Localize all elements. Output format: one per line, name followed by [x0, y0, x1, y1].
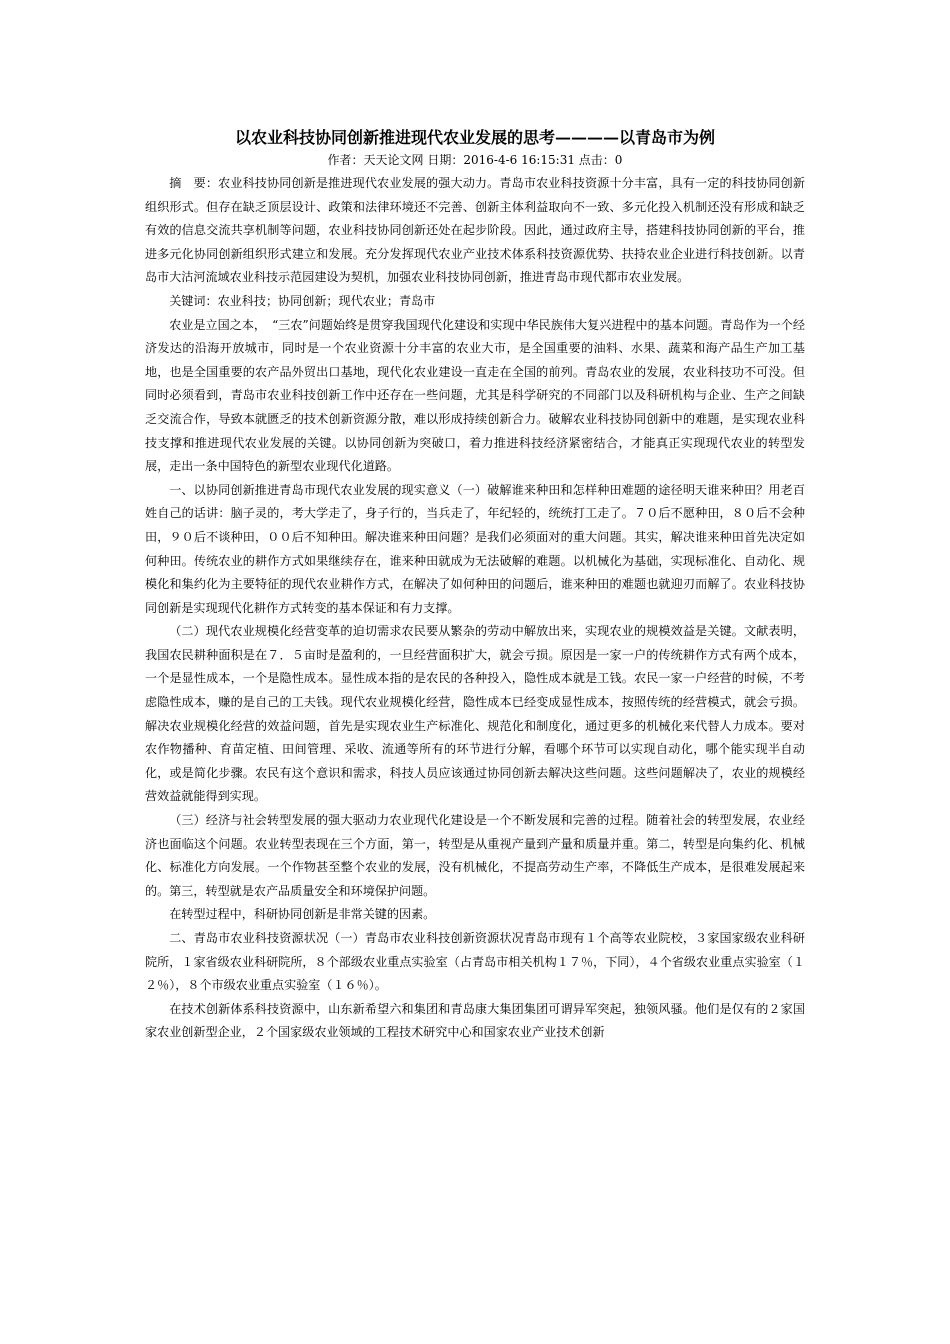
body-paragraph: （三）经济与社会转型发展的强大驱动力农业现代化建设是一个不断发展和完善的过程。随着社会的转型发展，农业经济也面临这个问题。农业转型表现在三个方面，第一，转型是从重视产量到产量和质量并重。第二，转型是向集约化、机械化、标准化方向发展。一个作物甚至整个农业的发展，没有机械化，不提高劳动生产率，不降低生产成本，是很难发展起来的。第三，转型就是农产品质量安全和环境保护问题。: [145, 813, 805, 898]
article-meta: 作者：天天论文网 日期：2016-4-6 16:15:31 点击：0: [327, 153, 623, 167]
body-paragraph: 二、青岛市农业科技资源状况（一）青岛市农业科技创新资源状况青岛市现有１个高等农业院校，３家国家级农业科研院所，１家省级农业科研院所，８个部级农业重点实验室（占青岛市相关机构１７％，下同），４个省级农业重点实验室（１２％），８个市级农业重点实验室（１６％）。: [145, 931, 805, 993]
body-paragraph: 在转型过程中，科研协同创新是非常关键的因素。: [169, 907, 436, 922]
body-paragraph: 一、以协同创新推进青岛市现代农业发展的现实意义（一）破解谁来种田和怎样种田难题的途径明天谁来种田？用老百姓自己的话讲：脑子灵的，考大学走了，身子行的，当兵走了，年纪轻的，统统打工走了。７０后不愿种田，８０后不会种田，９０后不谈种田，００后不知种田。解决谁来种田问题？是我们必须面对的重大问题。其实，解决谁来种田首先决定如何种田。传统农业的耕作方式如果继续存在，谁来种田就成为无法破解的难题。以机械化为基础，实现标准化、自动化、规模化和集约化为主要特征的现代农业耕作方式，在解决了如何种田的问题后，谁来种田的难题也就迎刃而解了。农业科技协同创新是实现现代化耕作方式转变的基本保证和有力支撑。: [145, 482, 805, 615]
body-paragraph: 农业是立国之本， “三农”问题始终是贯穿我国现代化建设和实现中华民族伟大复兴进程中的基本问题。青岛作为一个经济发达的沿海开放城市，同时是一个农业资源十分丰富的农业大市，是全国重要的油料、水果、蔬菜和海产品生产加工基地，也是全国重要的农产品外贸出口基地，现代化农业建设一直走在全国的前列。青岛农业的发展，农业科技功不可没。但同时必须看到，青岛市农业科技创新工作中还存在一些问题，尤其是科学研究的不同部门以及科研机构与企业、生产之间缺乏交流合作，导致本就匮乏的技术创新资源分散，难以形成持续创新合力。破解农业科技协同创新中的难题，是实现农业科技支撑和推进现代农业发展的关键。以协同创新为突破口，着力推进科技经济紧密结合，才能真正实现现代农业的转型发展，走出一条中国特色的新型农业现代化道路。: [145, 317, 805, 474]
body-paragraph: （二）现代农业规模化经营变革的迫切需求农民要从繁杂的劳动中解放出来，实现农业的规模效益是关键。文献表明，我国农民耕种面积是在７．５亩时是盈利的，一旦经营面积扩大，就会亏损。原因是一家一户的传统耕作方式有两个成本，一个是显性成本，一个是隐性成本。显性成本指的是农民的各种投入，隐性成本就是工钱。农民一家一户经营的时候，不考虑隐性成本，赚的是自己的工夫钱。现代农业规模化经营，隐性成本已经变成显性成本，按照传统的经营模式，就会亏损。解决农业规模化经营的效益问题，首先是实现农业生产标准化、规范化和制度化，通过更多的机械化来代替人力成本。要对农作物播种、育苗定植、田间管理、采收、流通等所有的环节进行分解，看哪个环节可以实现自动化，哪个能实现半自动化，或是简化步骤。农民有这个意识和需求，科技人员应该通过协同创新去解决这些问题。这些问题解决了，农业的规模经营效益就能得到实现。: [145, 624, 805, 804]
abstract-paragraph: 摘 要：农业科技协同创新是推进现代农业发展的强大动力。青岛市农业科技资源十分丰富，具有一定的科技协同创新组织形式。但存在缺乏顶层设计、政策和法律环境还不完善、创新主体利益取向不一致、多元化投入机制还没有形成和缺乏有效的信息交流共享机制等问题，农业科技协同创新还处在起步阶段。因此，通过政府主导，搭建科技协同创新的平台，推进多元化协同创新组织形式建立和发展。充分发挥现代农业产业技术体系科技资源优势、扶持农业企业进行科技创新。以青岛市大沽河流域农业科技示范园建设为契机，加强农业科技协同创新，推进青岛市现代都市农业发展。: [145, 176, 805, 285]
document-page: [145, 126, 805, 1045]
keywords-paragraph: 关键词：农业科技；协同创新；现代农业；青岛市: [169, 293, 436, 308]
article-title: 以农业科技协同创新推进现代农业发展的思考————以青岛市为例: [234, 128, 715, 147]
body-paragraph: 在技术创新体系科技资源中，山东新希望六和集团和青岛康大集团集团可谓异军突起，独领风骚。他们是仅有的２家国家农业创新型企业，２个国家级农业领域的工程技术研究中心和国家农业产业技术创新: [145, 1001, 805, 1040]
